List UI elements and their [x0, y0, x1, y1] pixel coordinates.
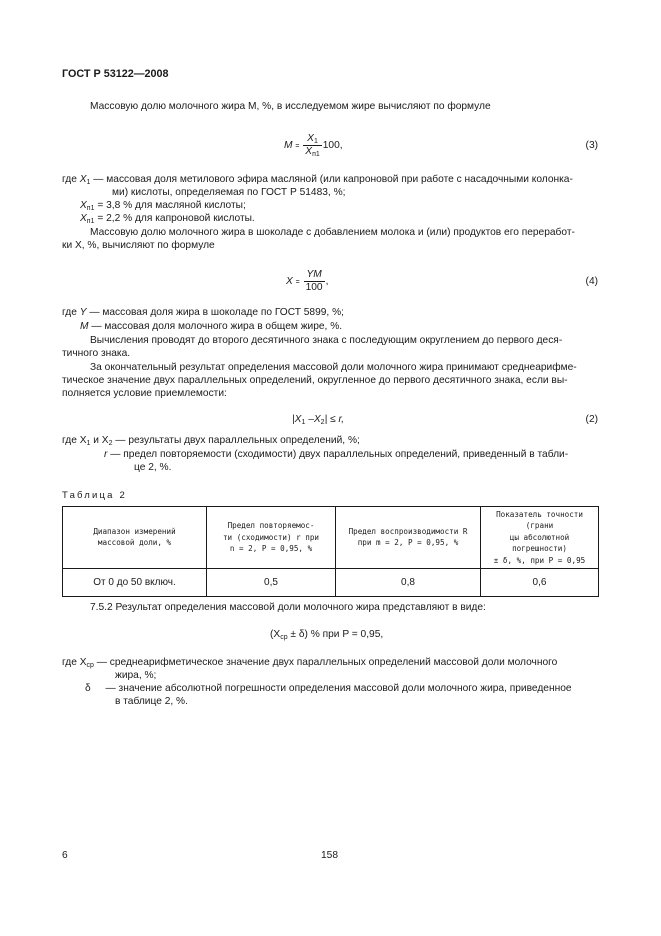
- formula-3-fraction: [303, 133, 321, 158]
- formula-2-number: (2): [585, 414, 598, 425]
- var-y: Y: [79, 307, 87, 318]
- defs2-r-text-b: це 2, %.: [134, 462, 172, 473]
- var-x1: X: [79, 174, 87, 185]
- formula-3-rel: =: [295, 143, 300, 151]
- where-label: где: [62, 174, 77, 185]
- formula-3-num-sub: 1: [313, 138, 318, 145]
- defs2-r-text-a: — предел повторяемости (сходимости) двух параллельных определений, приведенный в табли-: [110, 449, 569, 460]
- formula-4-num: YM: [304, 269, 325, 282]
- table-header-row: [63, 507, 599, 569]
- defs3-x1-text-b: ми) кислоты, определяемая по ГОСТ Р 51483, %;: [112, 187, 346, 198]
- defs-res-xcp-a: где X: [62, 657, 87, 668]
- paragraph-7-5-2: 7.5.2 Результат определения массовой доли молочного жира представляют в виде:: [90, 602, 486, 613]
- paragraph-final-c: полняется условие приемлемости:: [62, 388, 227, 399]
- defs-res-xcp-text-b: жира, %;: [115, 670, 157, 681]
- var-delta: δ: [85, 683, 91, 694]
- formula-2: [292, 413, 344, 426]
- table-row: [63, 568, 599, 596]
- formula-2-sub2: 2: [320, 419, 325, 426]
- formula-result-b: ± δ) % при P = 0,95,: [287, 629, 384, 640]
- defs-res-line1: [62, 656, 557, 669]
- defs-res-delta-text-a: — значение абсолютной погрешности определения массовой доли молочного жира, приведенное: [105, 683, 572, 694]
- defs2-sub1: 1: [86, 440, 91, 447]
- paragraph-chocolate-a: Массовую долю молочного жира в шоколаде с добавлением молока и (или) продуктов его переработ-: [90, 227, 575, 238]
- table-header-repeatability: Предел повторяемос- ти (сходимости) r при n = 2, P = 0,95, %: [207, 507, 336, 569]
- where-label-2: где: [62, 307, 77, 318]
- table-2-caption: Таблица 2: [62, 490, 127, 501]
- defs2-sub2: 2: [108, 440, 113, 447]
- formula-3-lhs: M: [284, 140, 293, 152]
- formula-3: [284, 133, 343, 158]
- defs-res-delta-text-b: в таблице 2, %.: [115, 696, 188, 707]
- table-cell-reproducibility: 0,8: [336, 568, 481, 596]
- page-number-left: 6: [62, 850, 68, 861]
- formula-2-c: | ≤ r,: [324, 414, 345, 425]
- var-xn1-2-sub: п1: [86, 218, 95, 225]
- defs3-xn1-b: = 2,2 % для капроновой кислоты.: [97, 213, 255, 224]
- formula-3-number: (3): [585, 140, 598, 151]
- formula-2-a: |X: [292, 414, 302, 425]
- formula-3-den-sub: п1: [312, 151, 320, 158]
- table-cell-range: От 0 до 50 включ.: [63, 568, 207, 596]
- formula-2-sub1: 1: [301, 419, 306, 426]
- defs2-r-line: [104, 448, 568, 461]
- defs2-line1-b: и X: [90, 435, 109, 446]
- var-xn1: X: [80, 200, 87, 211]
- defs2-line1: [62, 434, 360, 447]
- defs-res-delta-line: [85, 682, 572, 695]
- defs-res-xcp-sub: ср: [86, 662, 94, 669]
- paragraph-calc-b: тичного знака.: [62, 348, 131, 359]
- formula-3-tail: 100,: [322, 140, 343, 152]
- formula-4-tail: ,: [325, 276, 329, 288]
- defs3-xn1-a: = 3,8 % для масляной кислоты;: [97, 200, 246, 211]
- defs4-line2: [80, 320, 342, 333]
- defs4-line1: [62, 306, 344, 319]
- paragraph-final-b: тическое значение двух параллельных определений, округленное до первого десятичного знака, если вы-: [62, 375, 568, 386]
- defs3-xn1-line1: [80, 199, 246, 212]
- var-xn1-2: X: [80, 213, 87, 224]
- var-x1-sub: 1: [86, 179, 91, 186]
- defs2-line1-a: где X: [62, 435, 87, 446]
- formula-3-den: X: [305, 146, 313, 157]
- formula-result-sub: ср: [280, 634, 288, 641]
- defs4-m-text: — массовая доля молочного жира в общем жире, %.: [91, 321, 343, 332]
- defs3-line1: [62, 173, 573, 186]
- defs-res-xcp-text-a: — среднеарифметическое значение двух параллельных определений массовой доли молочного: [96, 657, 558, 668]
- paragraph-intro: Массовую долю молочного жира M, %, в исследуемом жире вычисляют по формуле: [90, 101, 491, 112]
- formula-4-fraction: [304, 269, 325, 294]
- document-code: ГОСТ Р 53122—2008: [62, 68, 169, 80]
- table-header-reproducibility: Предел воспроизводимости R при m = 2, P = 0,95, %: [336, 507, 481, 569]
- page-number-center: 158: [321, 850, 338, 861]
- var-xn1-sub: п1: [86, 205, 95, 212]
- formula-4-lhs: X: [286, 276, 293, 288]
- var-m: M: [80, 321, 89, 332]
- defs3-x1-text-a: — массовая доля метилового эфира масляной (или капроновой при работе с насадочными колонка-: [93, 174, 573, 185]
- table-header-range: Диапазон измерений массовой доли, %: [63, 507, 207, 569]
- paragraph-calc-a: Вычисления проводят до второго десятичного знака с последующим округлением до первого деся-: [90, 335, 563, 346]
- table-header-accuracy: Показатель точности (грани цы абсолютной погрешности) ± δ, %, при P = 0,95: [481, 507, 599, 569]
- formula-3-num: X: [307, 133, 314, 144]
- formula-4-rel: =: [295, 279, 300, 287]
- defs4-y-text: — массовая доля жира в шоколаде по ГОСТ 5899, %;: [89, 307, 344, 318]
- paragraph-chocolate-b: ки X, %, вычисляют по формуле: [62, 240, 215, 251]
- table-cell-repeatability: 0,5: [207, 568, 336, 596]
- formula-4: [286, 269, 328, 294]
- paragraph-final-a: За окончательный результат определения массовой доли молочного жира принимают среднеарифме-: [90, 362, 577, 373]
- formula-2-b: –X: [305, 414, 321, 425]
- formula-result: [270, 628, 383, 641]
- defs2-line1-text: — результаты двух параллельных определений, %;: [112, 435, 360, 446]
- formula-4-number: (4): [585, 276, 598, 287]
- table-2: [62, 506, 599, 597]
- formula-4-den: 100: [305, 282, 323, 293]
- formula-result-a: (X: [270, 629, 281, 640]
- var-r: r: [104, 449, 108, 460]
- defs3-xn1-line2: [80, 212, 255, 225]
- table-cell-accuracy: 0,6: [481, 568, 599, 596]
